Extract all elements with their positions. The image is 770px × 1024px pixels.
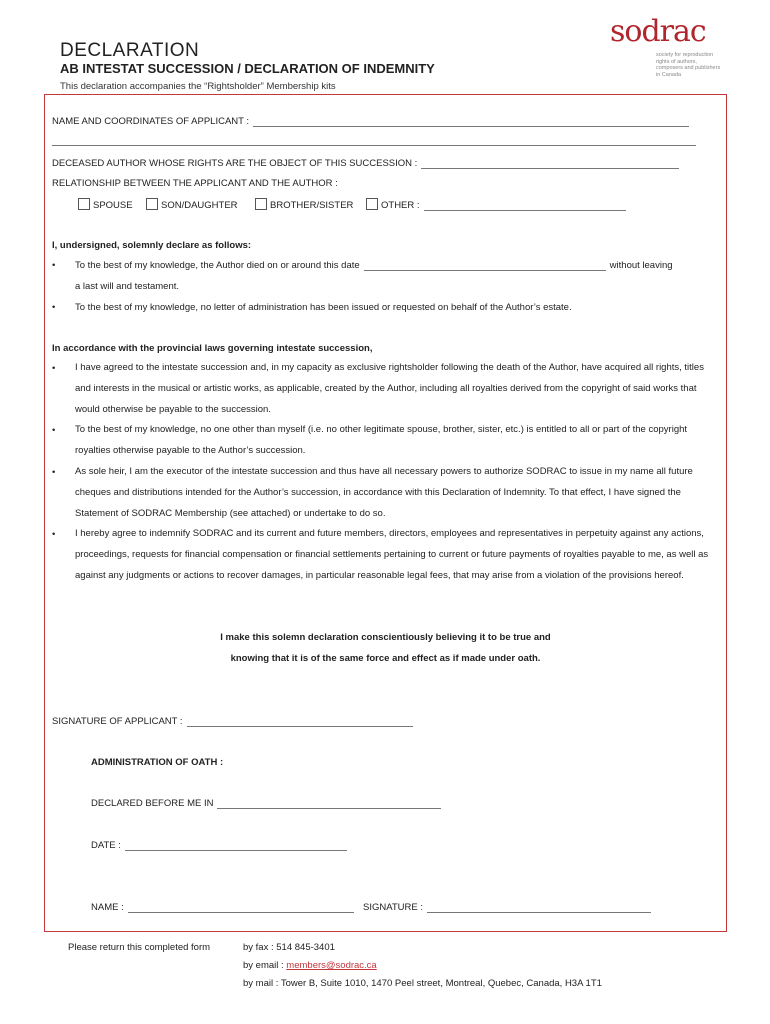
bullet-marker: • <box>52 260 56 271</box>
name-label: NAME : <box>91 902 124 913</box>
bullet-1-text: To the best of my knowledge, the Author died on or around this date <box>75 260 360 271</box>
logo-tagline <box>656 52 736 78</box>
deceased-label: DECEASED AUTHOR WHOSE RIGHTS ARE THE OBJECT OF THIS SUCCESSION : <box>52 158 418 169</box>
email-prefix: by email : <box>243 960 287 971</box>
page-subtitle: AB INTESTAT SUCCESSION / DECLARATION OF INDEMNITY <box>60 61 435 76</box>
accordance-bullet-3: As sole heir, I am the executor of the intestate succession and thus have all necessary powers to authorize SODRAC to issue in my name all future cheques and distributions intended for the Author’s succession, in accordance with this Declaration of Indemnity. To that effect, I have signed the Statement of SODRAC Membership (see attached) or undertake to do so. <box>75 466 693 519</box>
bullet-1-continued: a last will and testament. <box>75 281 180 292</box>
bullet-marker: • <box>52 467 56 478</box>
applicant-label: NAME AND COORDINATES OF APPLICANT : <box>52 116 250 127</box>
applicant-signature-row <box>52 716 413 727</box>
logo-line: composers and publishers <box>656 65 721 71</box>
option-brother-sister[interactable] <box>255 198 353 211</box>
sodrac-logo <box>608 14 738 84</box>
mail-line: by mail : Tower B, Suite 1010, 1470 Peel street, Montreal, Quebec, Canada, H3A 1T1 <box>243 978 602 989</box>
return-label: Please return this completed form <box>68 942 211 953</box>
declared-row <box>91 798 441 809</box>
option-other[interactable] <box>366 198 626 211</box>
bullet-1-text-end: without leaving <box>609 260 673 271</box>
solemn-line-2: knowing that it is of the same force and effect as if made under oath. <box>230 653 541 664</box>
option-label: OTHER : <box>381 200 420 211</box>
name-input-line[interactable] <box>128 911 354 913</box>
fax-line: by fax : 514 845-3401 <box>243 942 335 953</box>
accordance-bullet-1: I have agreed to the intestate succession and, in my capacity as exclusive rightsholder following the death of the Author, have acquired all rights, titles and interests in the musical or artistic works, as applicable, created by the Author, including all royalties derived from the copyright of said works that would otherwise be payable to the succession. <box>75 362 704 415</box>
relationship-label: RELATIONSHIP BETWEEN THE APPLICANT AND THE AUTHOR : <box>52 178 338 189</box>
date-row <box>91 840 347 851</box>
option-label: SON/DAUGHTER <box>161 200 238 211</box>
applicant-signature-line[interactable] <box>187 725 413 727</box>
option-label: SPOUSE <box>93 200 133 211</box>
declare-bullet-1 <box>75 260 673 271</box>
witness-signature-label: SIGNATURE : <box>363 902 423 913</box>
name-row <box>91 902 354 913</box>
logo-wordmark: sodrac <box>610 14 706 49</box>
logo-line: rights of authors, <box>656 58 697 65</box>
declared-input-line[interactable] <box>217 807 441 809</box>
bullet-marker: • <box>52 363 56 374</box>
bullet-marker: • <box>52 425 56 436</box>
email-link[interactable]: members@sodrac.ca <box>286 960 377 971</box>
witness-signature-row <box>363 902 651 913</box>
solemn-line-1: I make this solemn declaration conscientiously believing it to be true and <box>220 632 551 643</box>
option-label: BROTHER/SISTER <box>270 200 354 211</box>
date-input-line[interactable] <box>125 849 347 851</box>
declare-heading: I, undersigned, solemnly declare as follows: <box>52 240 252 251</box>
spouse-checkbox[interactable] <box>78 198 90 210</box>
option-spouse[interactable] <box>78 198 133 211</box>
accordance-bullet-4: I hereby agree to indemnify SODRAC and its current and future members, directors, employees and representatives in perpetuity against any actions, proceedings, requests for financial compensation or financial settlements pertaining to current or future payments of royalties payable to me, as well as against any judgments or actions to recover damages, in particular reasonable legal fees, that may arise from a violation of the provisions hereof. <box>75 528 709 581</box>
other-checkbox[interactable] <box>366 198 378 210</box>
witness-signature-line[interactable] <box>427 911 651 913</box>
declared-label: DECLARED BEFORE ME IN <box>91 798 214 809</box>
admin-oath-heading: ADMINISTRATION OF OATH : <box>91 757 224 768</box>
applicant-row <box>52 116 689 127</box>
deceased-row <box>52 158 679 169</box>
bullet-marker: • <box>52 529 56 540</box>
accordance-heading: In accordance with the provincial laws governing intestate succession, <box>52 343 373 354</box>
accordance-bullet-2: To the best of my knowledge, no one other than myself (i.e. no other legitimate spouse, brother, sister, etc.) is entitled to all or part of the copyright royalties otherwise payable to the Author’s succession. <box>75 424 688 456</box>
deceased-input-line[interactable] <box>421 167 679 169</box>
death-date-input-line[interactable] <box>364 269 606 271</box>
son-daughter-checkbox[interactable] <box>146 198 158 210</box>
bullet-marker: • <box>52 302 56 313</box>
declare-bullet-2: To the best of my knowledge, no letter of administration has been issued or requested on behalf of the Author’s estate. <box>75 302 572 313</box>
applicant-input-line[interactable] <box>253 125 689 127</box>
date-label: DATE : <box>91 840 121 851</box>
brother-sister-checkbox[interactable] <box>255 198 267 210</box>
applicant-input-line-2[interactable] <box>52 145 696 146</box>
applicant-signature-label: SIGNATURE OF APPLICANT : <box>52 716 183 727</box>
logo-line: society for reproduction <box>656 52 714 58</box>
other-input-line[interactable] <box>424 209 626 211</box>
intro-text: This declaration accompanies the “Rightsholder” Membership kits <box>60 81 336 92</box>
page-title: DECLARATION <box>60 40 200 61</box>
option-son-daughter[interactable] <box>146 198 238 211</box>
email-line <box>243 960 377 971</box>
logo-line: in Canada <box>656 71 682 78</box>
